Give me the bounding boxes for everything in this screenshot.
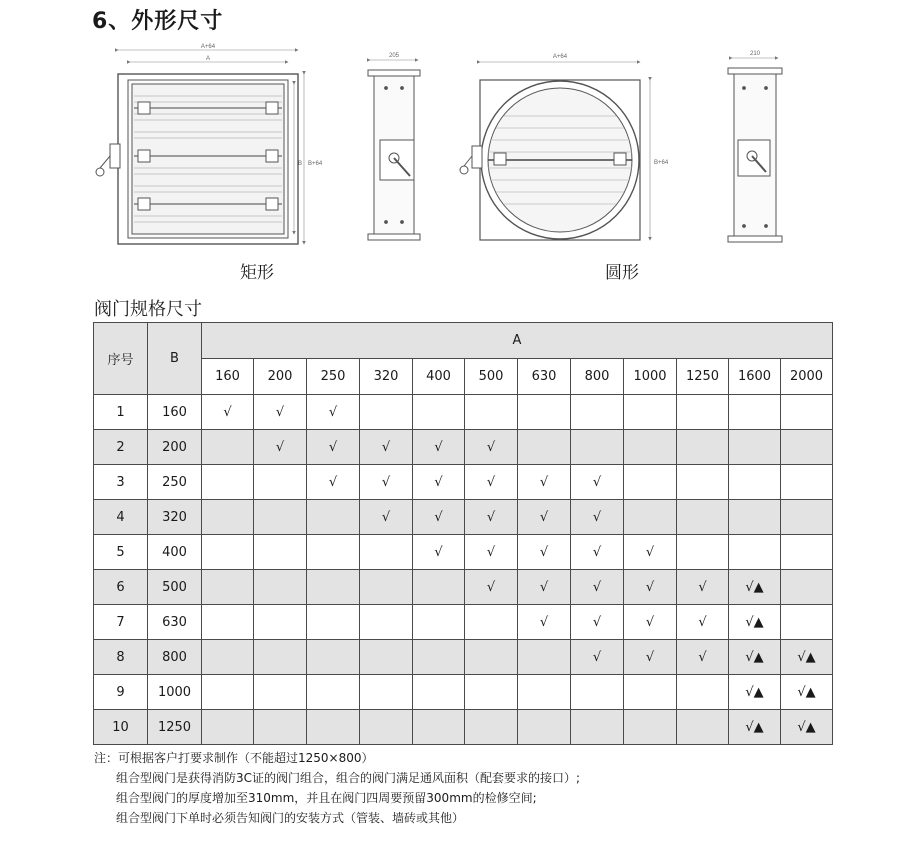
availability-cell: [465, 675, 518, 710]
availability-cell: [413, 570, 465, 605]
availability-cell: [307, 640, 360, 675]
availability-cell: √: [677, 570, 729, 605]
availability-cell: [518, 675, 571, 710]
row-b-value: 630: [148, 605, 202, 640]
row-index: 5: [94, 535, 148, 570]
availability-cell: √: [307, 430, 360, 465]
caption-rectangular: 矩形: [240, 263, 274, 283]
availability-cell: [677, 500, 729, 535]
availability-cell: [307, 500, 360, 535]
availability-cell: [254, 570, 307, 605]
availability-cell: [202, 675, 254, 710]
availability-cell: √: [624, 535, 677, 570]
availability-cell: [202, 535, 254, 570]
availability-cell: √: [571, 535, 624, 570]
row-index: 6: [94, 570, 148, 605]
row-index: 4: [94, 500, 148, 535]
availability-cell: [202, 640, 254, 675]
availability-cell: [624, 430, 677, 465]
availability-cell: [360, 395, 413, 430]
round-side-view: [728, 51, 782, 242]
row-b-value: 400: [148, 535, 202, 570]
availability-cell: √▲: [729, 710, 781, 745]
availability-cell: [781, 535, 833, 570]
availability-cell: [518, 430, 571, 465]
availability-cell: [202, 430, 254, 465]
row-index: 9: [94, 675, 148, 710]
availability-cell: √: [307, 395, 360, 430]
table-row: [94, 535, 833, 570]
a-value-1600: 1600: [729, 359, 781, 395]
row-b-value: 200: [148, 430, 202, 465]
a-value-500: 500: [465, 359, 518, 395]
availability-cell: [465, 710, 518, 745]
availability-cell: [729, 430, 781, 465]
availability-cell: [624, 675, 677, 710]
availability-cell: √: [677, 640, 729, 675]
availability-cell: √: [518, 535, 571, 570]
table-row: [94, 465, 833, 500]
availability-cell: √: [413, 500, 465, 535]
availability-cell: √: [465, 570, 518, 605]
availability-cell: √: [254, 430, 307, 465]
availability-cell: [729, 500, 781, 535]
availability-cell: √: [518, 465, 571, 500]
dim-b-plus: B+64: [308, 161, 323, 167]
availability-cell: [202, 570, 254, 605]
availability-cell: [781, 395, 833, 430]
header-index: 序号: [94, 323, 148, 395]
header-row: [94, 323, 833, 359]
availability-cell: [202, 500, 254, 535]
availability-cell: [254, 605, 307, 640]
note-line: 组合型阀门的厚度增加至310mm，并且在阀门四周要预留300mm的检修空间;: [116, 791, 537, 805]
table-row: [94, 430, 833, 465]
availability-cell: [360, 710, 413, 745]
dim-a: A: [205, 56, 211, 62]
availability-cell: [202, 465, 254, 500]
dim-b: B: [298, 161, 303, 167]
availability-cell: [254, 710, 307, 745]
availability-cell: [360, 640, 413, 675]
availability-cell: [624, 395, 677, 430]
availability-cell: √: [571, 500, 624, 535]
availability-cell: [307, 535, 360, 570]
availability-cell: [254, 535, 307, 570]
availability-cell: [571, 395, 624, 430]
availability-cell: [307, 570, 360, 605]
availability-cell: [677, 675, 729, 710]
availability-cell: [677, 465, 729, 500]
availability-cell: [413, 710, 465, 745]
a-value-800: 800: [571, 359, 624, 395]
table-row: [94, 710, 833, 745]
a-value-320: 320: [360, 359, 413, 395]
availability-cell: [518, 395, 571, 430]
availability-cell: [677, 395, 729, 430]
availability-cell: [360, 605, 413, 640]
availability-cell: [202, 605, 254, 640]
availability-cell: [781, 465, 833, 500]
availability-cell: √: [571, 640, 624, 675]
row-b-value: 320: [148, 500, 202, 535]
row-index: 10: [94, 710, 148, 745]
availability-cell: [677, 430, 729, 465]
availability-cell: [729, 535, 781, 570]
availability-cell: [360, 535, 413, 570]
availability-cell: √: [413, 430, 465, 465]
a-value-2000: 2000: [781, 359, 833, 395]
availability-cell: [360, 570, 413, 605]
availability-cell: √: [413, 465, 465, 500]
availability-cell: [781, 605, 833, 640]
row-b-value: 1250: [148, 710, 202, 745]
round-front-view: [460, 54, 669, 240]
row-b-value: 500: [148, 570, 202, 605]
availability-cell: √: [465, 535, 518, 570]
availability-cell: [413, 605, 465, 640]
outline-drawings: [0, 40, 920, 290]
availability-cell: √▲: [729, 640, 781, 675]
dim-depth-round: 210: [749, 51, 761, 57]
table-title: 阀门规格尺寸: [94, 299, 202, 320]
availability-cell: √: [360, 500, 413, 535]
a-value-1250: 1250: [677, 359, 729, 395]
row-index: 8: [94, 640, 148, 675]
availability-cell: [518, 710, 571, 745]
a-value-630: 630: [518, 359, 571, 395]
availability-cell: √: [307, 465, 360, 500]
availability-cell: [571, 710, 624, 745]
dim-depth-rect: 205: [388, 53, 400, 59]
availability-cell: [729, 395, 781, 430]
note-line: 组合型阀门是获得消防3C证的阀门组合，组合的阀门满足通风面积（配套要求的接口）;: [116, 771, 581, 785]
row-index: 3: [94, 465, 148, 500]
availability-cell: [781, 430, 833, 465]
a-value-400: 400: [413, 359, 465, 395]
availability-cell: √: [571, 465, 624, 500]
spec-table: [93, 322, 833, 745]
availability-cell: √: [571, 605, 624, 640]
availability-cell: √: [624, 605, 677, 640]
availability-cell: √: [518, 500, 571, 535]
row-index: 7: [94, 605, 148, 640]
availability-cell: [781, 500, 833, 535]
caption-round: 圆形: [605, 263, 639, 283]
availability-cell: √: [413, 535, 465, 570]
row-index: 1: [94, 395, 148, 430]
note-line: 注：可根据客户打要求制作（不能超过1250×800）: [94, 751, 374, 765]
row-index: 2: [94, 430, 148, 465]
table-row: [94, 675, 833, 710]
availability-cell: [307, 605, 360, 640]
availability-cell: √: [465, 500, 518, 535]
availability-cell: √: [465, 465, 518, 500]
header-b: B: [148, 323, 202, 395]
availability-cell: [254, 640, 307, 675]
availability-cell: [413, 675, 465, 710]
availability-cell: √▲: [729, 675, 781, 710]
rect-side-view: [368, 53, 420, 240]
row-b-value: 800: [148, 640, 202, 675]
availability-cell: √: [518, 570, 571, 605]
availability-cell: [254, 465, 307, 500]
table-row: [94, 500, 833, 535]
availability-cell: √▲: [781, 675, 833, 710]
availability-cell: [781, 570, 833, 605]
table-row: [94, 640, 833, 675]
availability-cell: [677, 710, 729, 745]
availability-cell: [571, 675, 624, 710]
header-a: A: [202, 323, 833, 359]
availability-cell: √▲: [781, 640, 833, 675]
availability-cell: [202, 710, 254, 745]
availability-cell: √: [571, 570, 624, 605]
availability-cell: [465, 640, 518, 675]
row-b-value: 1000: [148, 675, 202, 710]
availability-cell: √: [465, 430, 518, 465]
dim-a-plus: A+64: [200, 44, 216, 50]
note-line: 组合型阀门下单时必须告知阀门的安装方式（管装、墙砖或其他）: [116, 811, 465, 825]
a-value-1000: 1000: [624, 359, 677, 395]
availability-cell: √▲: [729, 570, 781, 605]
availability-cell: [571, 430, 624, 465]
availability-cell: [624, 710, 677, 745]
availability-cell: √: [518, 605, 571, 640]
availability-cell: [307, 710, 360, 745]
availability-cell: [518, 640, 571, 675]
availability-cell: √: [254, 395, 307, 430]
notes: [94, 748, 580, 828]
table-row: [94, 570, 833, 605]
availability-cell: √▲: [781, 710, 833, 745]
availability-cell: √: [360, 465, 413, 500]
section-heading: 6、外形尺寸: [92, 9, 224, 34]
row-b-value: 160: [148, 395, 202, 430]
a-value-200: 200: [254, 359, 307, 395]
availability-cell: [624, 465, 677, 500]
availability-cell: [307, 675, 360, 710]
table-row: [94, 395, 833, 430]
availability-cell: √: [677, 605, 729, 640]
availability-cell: √: [360, 430, 413, 465]
availability-cell: √: [624, 570, 677, 605]
row-b-value: 250: [148, 465, 202, 500]
availability-cell: √: [202, 395, 254, 430]
dim-round-a-plus: A+64: [552, 54, 568, 60]
availability-cell: [413, 640, 465, 675]
a-values-row: [94, 359, 833, 395]
availability-cell: [465, 395, 518, 430]
availability-cell: [729, 465, 781, 500]
a-value-160: 160: [202, 359, 254, 395]
availability-cell: [254, 675, 307, 710]
availability-cell: [254, 500, 307, 535]
rect-front-view: [96, 44, 323, 244]
availability-cell: √▲: [729, 605, 781, 640]
availability-cell: √: [624, 640, 677, 675]
table-row: [94, 605, 833, 640]
availability-cell: [465, 605, 518, 640]
dim-round-b-plus: B+64: [654, 160, 669, 166]
availability-cell: [677, 535, 729, 570]
availability-cell: [624, 500, 677, 535]
availability-cell: [413, 395, 465, 430]
availability-cell: [360, 675, 413, 710]
a-value-250: 250: [307, 359, 360, 395]
